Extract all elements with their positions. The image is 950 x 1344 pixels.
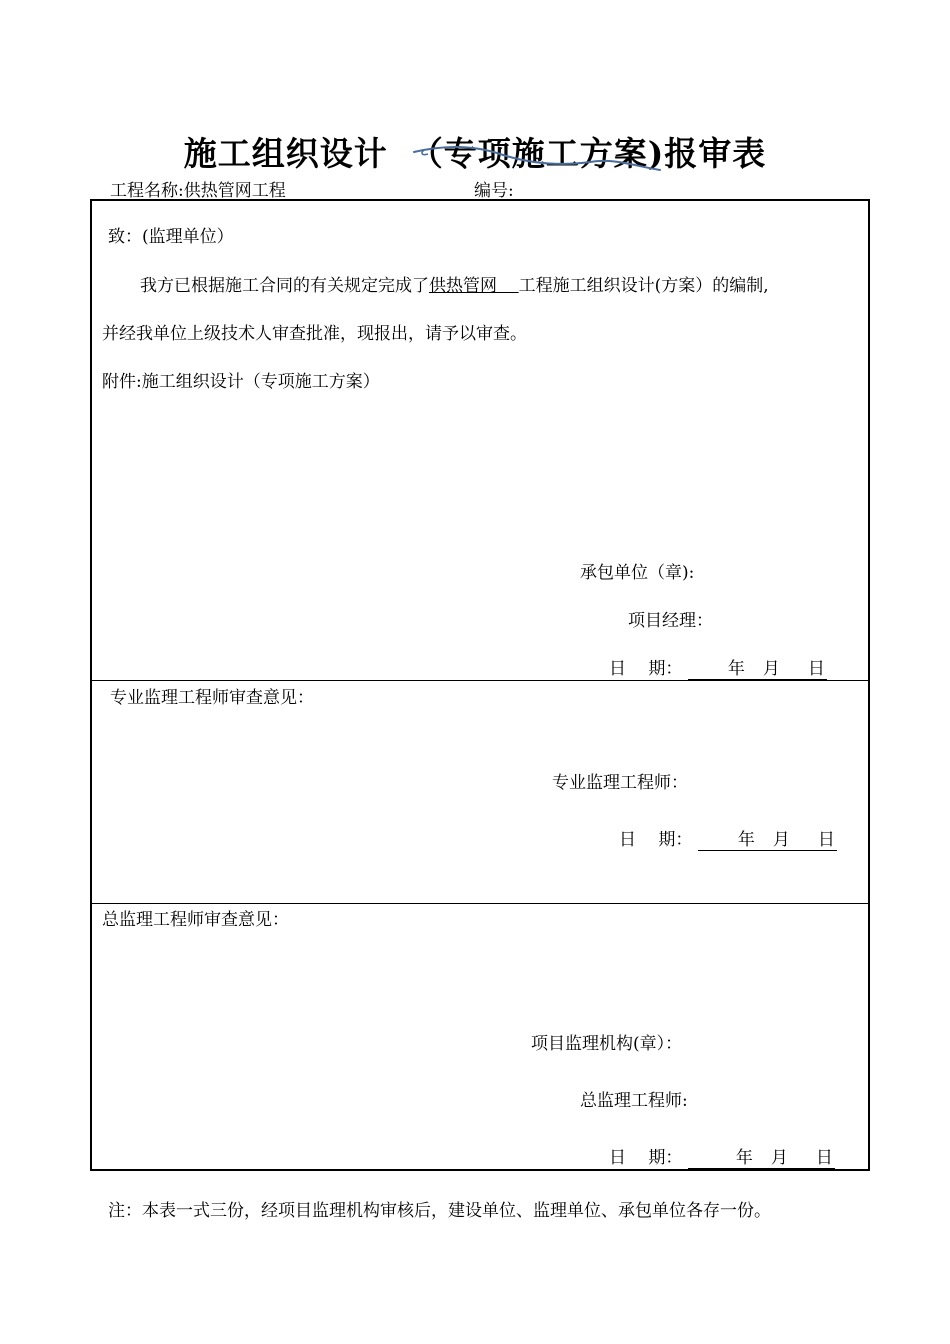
declaration-text-b: 工程施工组织设计(方案）的编制,: [518, 276, 769, 296]
title-sub: （专项施工方案)报审表: [409, 134, 767, 173]
date-label: 日 期：: [609, 659, 683, 679]
declaration-project-name: 供热管网: [429, 276, 497, 296]
date-label: 日 期：: [619, 830, 693, 850]
number-label: 编号:: [474, 181, 514, 201]
project-label: 工程名称:: [110, 181, 184, 201]
date-blank: 年 月 日: [688, 654, 827, 680]
section-divider-1: [92, 680, 870, 681]
section-divider-2: [92, 903, 870, 904]
recipient-line: 致：(监理单位）: [108, 227, 234, 247]
chief-review-heading: 总监理工程师审查意见：: [102, 910, 289, 930]
supervision-org-seal-label: 项目监理机构(章）：: [531, 1034, 683, 1054]
contractor-date: [609, 654, 827, 680]
declaration-paragraph-cont: 并经我单位上级技术人审查批准，现报出，请予以审查。: [102, 324, 527, 344]
footer-note: 注：本表一式三份，经项目监理机构审核后，建设单位、监理单位、承包单位各存一份。: [108, 1201, 771, 1221]
handwritten-strike-mark: [410, 136, 670, 176]
specialist-date: [619, 825, 837, 851]
project-name-field: [110, 176, 286, 201]
declaration-paragraph: [140, 271, 769, 296]
project-manager-label: 项目经理：: [628, 611, 713, 631]
chief-date: [609, 1143, 835, 1169]
attachment-line: 附件:施工组织设计（专项施工方案）: [102, 372, 380, 392]
date-blank: 年 月 日: [688, 1143, 835, 1169]
date-label: 日 期：: [609, 1148, 683, 1168]
project-name: 供热管网工程: [183, 181, 286, 201]
date-blank: 年 月 日: [698, 825, 837, 851]
declaration-text-a: 我方已根据施工合同的有关规定完成了: [140, 276, 429, 296]
title-main: 施工组织设计: [183, 134, 388, 173]
contractor-seal-label: 承包单位（章):: [580, 563, 695, 583]
specialist-review-heading: 专业监理工程师审查意见：: [110, 688, 314, 708]
chief-engineer-label: 总监理工程师:: [580, 1091, 688, 1111]
specialist-engineer-label: 专业监理工程师：: [552, 773, 688, 793]
